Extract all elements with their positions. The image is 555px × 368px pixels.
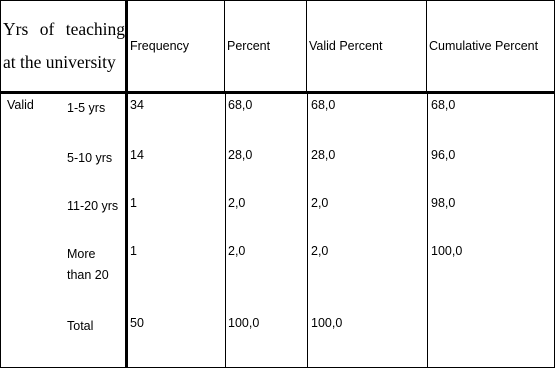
header-word: Yrs — [3, 19, 29, 39]
valid-percent-cell: 68,0 — [311, 98, 336, 112]
frequency-cell: 1 — [130, 244, 137, 258]
frequency-cell: 14 — [130, 148, 144, 162]
header-cumulative-percent — [427, 1, 554, 91]
cumulative-percent-cell: 96,0 — [431, 148, 456, 162]
column-divider — [427, 94, 428, 367]
table-body — [1, 94, 554, 367]
valid-percent-cell: 2,0 — [311, 196, 329, 210]
header-frequency-label: Frequency — [130, 39, 190, 53]
cumulative-percent-cell: 68,0 — [431, 98, 456, 112]
header-percent-label: Percent — [227, 39, 271, 53]
header-valid-percent-label: Valid Percent — [309, 39, 383, 53]
percent-cell: 28,0 — [228, 148, 253, 162]
percent-cell: 68,0 — [228, 98, 253, 112]
valid-percent-cell: 100,0 — [311, 316, 343, 330]
percent-cell: 2,0 — [228, 196, 246, 210]
table-header — [1, 1, 554, 94]
group-label-valid: Valid — [7, 98, 34, 112]
column-divider — [225, 94, 226, 367]
header-valid-percent — [307, 1, 427, 91]
row-label: More than 20 — [67, 247, 109, 282]
percent-cell: 100,0 — [228, 316, 260, 330]
header-years-teaching — [1, 1, 128, 91]
cumulative-percent-cell: 100,0 — [431, 244, 463, 258]
header-percent — [225, 1, 307, 91]
frequency-cell: 50 — [130, 316, 144, 330]
frequency-cell: 1 — [130, 196, 137, 210]
valid-percent-cell: 28,0 — [311, 148, 336, 162]
row-label: 1-5 yrs — [67, 101, 106, 115]
row-label: 11-20 yrs — [67, 199, 119, 213]
header-frequency — [128, 1, 225, 91]
percent-cell: 2,0 — [228, 244, 246, 258]
frequency-cell: 34 — [130, 98, 144, 112]
header-line: at the university — [3, 52, 116, 72]
column-divider — [307, 94, 308, 367]
row-label: 5-10 yrs — [67, 151, 113, 165]
cumulative-percent-cell: 98,0 — [431, 196, 456, 210]
row-header-column — [1, 94, 128, 367]
valid-percent-cell: 2,0 — [311, 244, 329, 258]
header-word: of — [39, 19, 55, 39]
header-cumulative-percent-label: Cumulative Percent — [429, 39, 539, 53]
row-label: Total — [67, 319, 94, 333]
header-word: teaching — [65, 19, 125, 39]
